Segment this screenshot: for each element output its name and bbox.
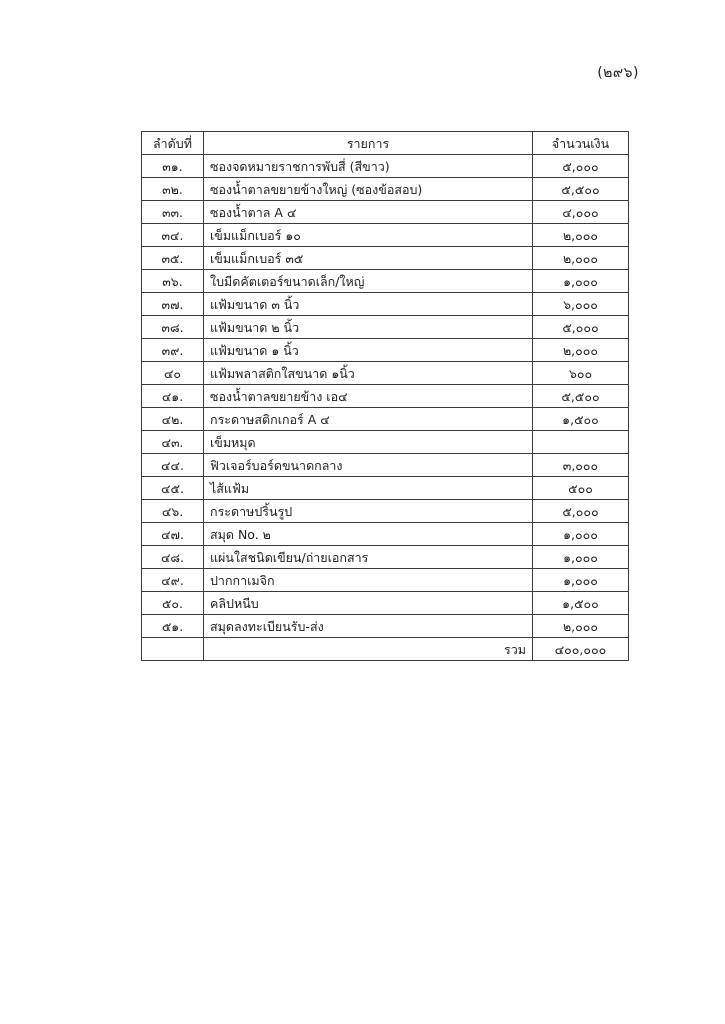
table-row [142,201,629,224]
row-amount: ๑,๐๐๐ [533,270,629,293]
row-item: ซองจดหมายราชการพับสี่ (สีขาว) [204,155,533,178]
row-number: ๔๓. [142,431,204,454]
row-amount: ๕,๕๐๐ [533,385,629,408]
row-amount: ๑,๐๐๐ [533,523,629,546]
total-amount: ๔๐๐,๐๐๐ [533,638,629,661]
table-header-row [142,132,629,155]
row-amount: ๑,๕๐๐ [533,592,629,615]
row-item: สมุด No. ๒ [204,523,533,546]
row-amount: ๑,๐๐๐ [533,569,629,592]
row-item: เข็มหมุด [204,431,533,454]
table-row [142,178,629,201]
row-number: ๕๑. [142,615,204,638]
row-number: ๓๒. [142,178,204,201]
row-amount: ๕,๐๐๐ [533,316,629,339]
total-label: รวม [204,638,533,661]
row-item: แฟ้มขนาด ๓ นิ้ว [204,293,533,316]
row-number: ๔๘. [142,546,204,569]
row-number: ๓๔. [142,224,204,247]
row-item: ไส้แฟ้ม [204,477,533,500]
row-number: ๕๐. [142,592,204,615]
row-item: แฟ้มขนาด ๑ นิ้ว [204,339,533,362]
row-amount: ๔,๐๐๐ [533,201,629,224]
row-item: แฟ้มพลาสติกใสขนาด ๑นิ้ว [204,362,533,385]
row-item: เข็มแม็กเบอร์ ๑๐ [204,224,533,247]
row-number: ๓๕. [142,247,204,270]
table-row [142,546,629,569]
table-row [142,155,629,178]
table-row [142,569,629,592]
page-number: (๒๙๖) [597,65,639,81]
header-item: รายการ [204,132,533,155]
total-no-cell [142,638,204,661]
row-number: ๔๐ [142,362,204,385]
row-item: ฟิวเจอร์บอร์ดขนาดกลาง [204,454,533,477]
row-number: ๓๗. [142,293,204,316]
table-row [142,316,629,339]
row-number: ๓๖. [142,270,204,293]
table-row [142,339,629,362]
row-number: ๔๕. [142,477,204,500]
budget-items-table [141,131,629,661]
row-item: ปากกาเมจิก [204,569,533,592]
row-item: ซองน้ำตาลขยายข้าง เอ๔ [204,385,533,408]
table-row [142,385,629,408]
header-amount: จำนวนเงิน [533,132,629,155]
row-number: ๔๖. [142,500,204,523]
row-amount: ๑,๐๐๐ [533,546,629,569]
row-number: ๔๑. [142,385,204,408]
row-item: กระดาษสติกเกอร์ A ๔ [204,408,533,431]
row-number: ๓๙. [142,339,204,362]
row-item: กระดาษปริ้นรูป [204,500,533,523]
row-number: ๔๗. [142,523,204,546]
row-item: แฟ้มขนาด ๒ นิ้ว [204,316,533,339]
row-amount: ๖,๐๐๐ [533,293,629,316]
table-row [142,477,629,500]
row-amount: ๕๐๐ [533,477,629,500]
row-item: แผ่นใสชนิดเขียน/ถ่ายเอกสาร [204,546,533,569]
header-no: ลำดับที่ [142,132,204,155]
row-item: ซองน้ำตาล A ๔ [204,201,533,224]
row-item: ซองน้ำตาลขยายข้างใหญ่ (ซองข้อสอบ) [204,178,533,201]
table-row [142,270,629,293]
row-number: ๓๓. [142,201,204,224]
row-amount [533,431,629,454]
row-amount: ๒,๐๐๐ [533,224,629,247]
table-row [142,592,629,615]
table-row [142,454,629,477]
total-row [142,638,629,661]
row-amount: ๒,๐๐๐ [533,339,629,362]
row-amount: ๕,๕๐๐ [533,178,629,201]
row-number: ๔๙. [142,569,204,592]
row-amount: ๓,๐๐๐ [533,454,629,477]
row-amount: ๒,๐๐๐ [533,615,629,638]
row-item: เข็มแม็กเบอร์ ๓๕ [204,247,533,270]
row-amount: ๖๐๐ [533,362,629,385]
row-number: ๓๑. [142,155,204,178]
table-row [142,408,629,431]
table-row [142,615,629,638]
row-item: คลิปหนีบ [204,592,533,615]
row-amount: ๕,๐๐๐ [533,155,629,178]
row-number: ๔๔. [142,454,204,477]
table-row [142,431,629,454]
row-item: ใบมีดคัตเตอร์ขนาดเล็ก/ใหญ่ [204,270,533,293]
table-row [142,500,629,523]
row-amount: ๕,๐๐๐ [533,500,629,523]
row-number: ๓๘. [142,316,204,339]
table-row [142,247,629,270]
row-amount: ๑,๕๐๐ [533,408,629,431]
row-number: ๔๒. [142,408,204,431]
table-row [142,293,629,316]
table-row [142,362,629,385]
table-row [142,224,629,247]
table-row [142,523,629,546]
row-item: สมุดลงทะเบียนรับ-ส่ง [204,615,533,638]
row-amount: ๒,๐๐๐ [533,247,629,270]
